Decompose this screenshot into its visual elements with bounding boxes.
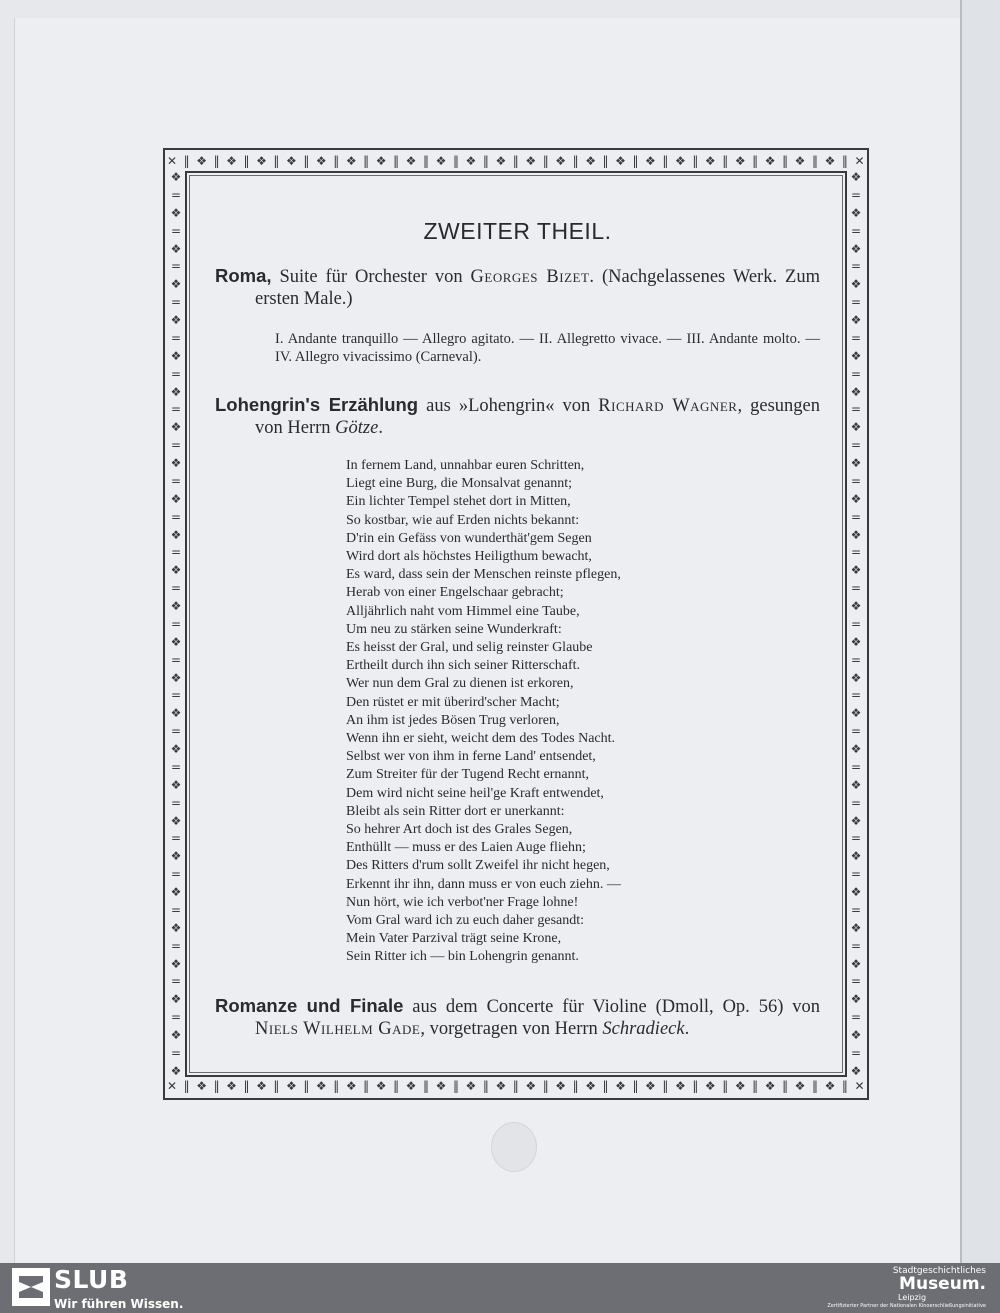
ornament-glyph: ❖ <box>345 154 357 168</box>
ornament-glyph: ❖ <box>824 1079 836 1093</box>
ornament-glyph: ❖ <box>405 154 417 168</box>
ornament-glyph: ❖ <box>226 154 237 168</box>
poem-line: Selbst wer von ihm in ferne Land' entsendet, <box>346 749 596 765</box>
ornament-glyph: ❖ <box>734 1079 746 1093</box>
ornament-glyph: ❖ <box>850 742 862 756</box>
item-title: Roma, <box>215 265 272 286</box>
ornament-glyph: = <box>170 902 182 917</box>
poem-line: Vom Gral ward ich zu euch daher gesandt: <box>346 913 585 929</box>
poem-line: So hehrer Art doch ist des Grales Segen, <box>346 822 573 838</box>
ornament-glyph: ‖ <box>452 154 459 168</box>
ornament-glyph: ❖ <box>375 154 387 168</box>
ornament-glyph: ‖ <box>692 154 699 168</box>
ornament-glyph: ❖ <box>674 154 686 168</box>
ornament-glyph: = <box>170 974 182 989</box>
ornament-glyph: ❖ <box>850 313 862 327</box>
ornament-glyph: ❖ <box>170 777 182 792</box>
ornament-glyph: ‖ <box>512 1079 519 1093</box>
composer-name: Georges Bizet <box>470 267 590 287</box>
ornament-glyph: ❖ <box>495 1079 507 1093</box>
ornament-row-bottom <box>167 1075 865 1097</box>
ornament-column-left <box>166 170 186 1078</box>
ornament-glyph: ❖ <box>196 1079 207 1093</box>
ornament-glyph: ❖ <box>170 313 182 327</box>
ornament-glyph: ‖ <box>812 1079 818 1093</box>
poem-line: Mein Vater Parzival trägt seine Krone, <box>346 931 562 947</box>
ornament-glyph: = <box>170 724 182 739</box>
ornament-glyph: ❖ <box>794 1079 806 1093</box>
ornament-glyph: ❖ <box>170 706 182 721</box>
ornament-glyph: = <box>850 545 862 560</box>
ornament-glyph: ‖ <box>423 154 430 168</box>
ornament-glyph: ❖ <box>405 1079 417 1093</box>
ornament-glyph: ‖ <box>632 1079 639 1093</box>
ornament-glyph: ❖ <box>170 170 182 184</box>
ornament-glyph: ‖ <box>333 154 340 168</box>
ornament-glyph: ❖ <box>170 920 182 935</box>
ornament-glyph: ‖ <box>841 154 848 168</box>
ornament-glyph: ‖ <box>602 1079 609 1093</box>
ornament-glyph: ❖ <box>850 849 862 864</box>
ornament-glyph: = <box>170 223 182 238</box>
ornament-glyph: ❖ <box>170 277 182 292</box>
museum-certification: Zertifizierter Partner der Nationalen Kinoerschließungsinitiative <box>827 1303 986 1309</box>
ornament-glyph: ‖ <box>752 154 759 168</box>
ornament-glyph: ‖ <box>692 1079 699 1093</box>
ornament-glyph: ❖ <box>170 563 182 578</box>
ornament-glyph: ‖ <box>452 1079 459 1093</box>
ornament-glyph: ❖ <box>315 154 327 168</box>
ornament-glyph: ✕ <box>167 1079 178 1093</box>
section-heading: ZWEITER THEIL. <box>423 218 612 244</box>
ornament-glyph: ❖ <box>170 599 182 613</box>
ornament-glyph: ❖ <box>850 706 862 721</box>
performer-name: Schradieck <box>602 1018 685 1039</box>
ornament-glyph: = <box>170 795 182 810</box>
movements-list: I. Andante tranquillo — Allegro agitato. — II. Allegretto vivace. — III. Andante molto. — IV. Allegro vivacissimo (Carneval). <box>275 331 820 365</box>
ornament-glyph: ❖ <box>850 777 862 792</box>
ornament-glyph: ‖ <box>213 1079 220 1093</box>
programme-item-roma: Roma, Suite für Orchester von Georges Bizet. (Nachgelassenes Werk. Zum ersten Male.) <box>215 265 820 309</box>
embossed-stamp <box>491 1122 537 1172</box>
ornament-glyph: ❖ <box>170 420 182 435</box>
ornament-glyph: ❖ <box>674 1079 686 1093</box>
ornament-glyph: = <box>850 581 862 596</box>
ornament-glyph: = <box>170 187 182 202</box>
ornament-glyph: ❖ <box>375 1079 387 1093</box>
poem-line: Enthüllt — muss er des Laien Auge fliehn; <box>346 840 586 856</box>
ornament-glyph: = <box>850 330 862 345</box>
poem-line: Ertheilt durch ihn sich seiner Ritterschaft. <box>346 658 581 674</box>
ornament-glyph: = <box>170 545 182 560</box>
ornament-glyph: ‖ <box>482 154 489 168</box>
ornament-glyph: = <box>850 902 862 917</box>
ornament-glyph: = <box>850 795 862 810</box>
ornament-glyph: = <box>850 616 862 631</box>
poem-line: Den rüstet er mit überird'scher Macht; <box>346 694 560 710</box>
ornament-glyph: ❖ <box>850 491 862 506</box>
ornament-glyph: ❖ <box>226 1079 237 1093</box>
item-title: Lohengrin's Erzählung <box>215 394 419 415</box>
poem-line: So kostbar, wie auf Erden nichts bekannt: <box>346 512 580 528</box>
ornament-glyph: ‖ <box>333 1079 340 1093</box>
ornament-glyph: = <box>850 223 862 238</box>
poem-line: Wenn ihn er sieht, weicht dem des Todes Nacht. <box>346 731 616 747</box>
ornament-glyph: = <box>850 688 862 703</box>
poem-text <box>346 457 820 967</box>
ornament-glyph: ❖ <box>850 670 862 685</box>
ornament-glyph: ❖ <box>850 563 862 578</box>
ornament-glyph: = <box>170 366 182 381</box>
ornament-glyph: ❖ <box>585 154 596 168</box>
library-tagline: Wir führen Wissen. <box>54 1297 184 1311</box>
ornament-glyph: ❖ <box>285 1079 297 1093</box>
poem-line: Um neu zu stärken seine Wunderkraft: <box>346 621 562 637</box>
ornament-glyph: ❖ <box>764 1079 776 1093</box>
ornament-glyph: = <box>170 831 182 846</box>
ornament-glyph: ❖ <box>285 154 297 168</box>
ornament-glyph: ❖ <box>170 241 182 256</box>
programme-content <box>215 218 820 1040</box>
ornament-glyph: ‖ <box>782 154 789 168</box>
composer-name: Richard Wagner <box>598 396 738 416</box>
ornament-glyph: ❖ <box>850 205 862 220</box>
ornament-glyph: ✕ <box>167 154 178 168</box>
ornament-glyph: ❖ <box>465 154 477 168</box>
ornament-glyph: ❖ <box>704 1079 716 1093</box>
poem-line: Alljährlich naht vom Himmel eine Taube, <box>346 603 580 619</box>
ornament-glyph: ❖ <box>170 956 182 971</box>
ornament-glyph: ❖ <box>645 1079 656 1093</box>
ornament-glyph: ‖ <box>572 154 579 168</box>
ornament-glyph: ❖ <box>850 527 862 542</box>
ornament-glyph: = <box>170 1010 182 1025</box>
ornament-glyph: ❖ <box>170 742 182 756</box>
ornament-glyph: ‖ <box>632 154 639 168</box>
ornament-glyph: ‖ <box>273 154 280 168</box>
ornament-glyph: = <box>850 1045 862 1060</box>
ornament-glyph: = <box>170 616 182 631</box>
ornament-glyph: ‖ <box>542 1079 549 1093</box>
ornament-glyph: ❖ <box>170 1063 182 1078</box>
ornament-glyph: = <box>170 259 182 274</box>
poem-line: Ein lichter Tempel stehet dort in Mitten, <box>346 494 571 510</box>
library-name[interactable]: SLUB <box>54 1265 129 1294</box>
ornament-glyph: ‖ <box>423 1079 430 1093</box>
ornament-glyph: = <box>170 295 182 310</box>
ornament-glyph: ‖ <box>273 1079 280 1093</box>
ornament-glyph: ❖ <box>170 491 182 506</box>
ornament-glyph: = <box>850 438 862 453</box>
ornament-glyph: ❖ <box>170 456 182 470</box>
ornament-glyph: ❖ <box>850 420 862 435</box>
ornament-glyph: ❖ <box>196 154 207 168</box>
ornament-row-top <box>167 150 865 172</box>
ornament-glyph: = <box>850 831 862 846</box>
ornament-glyph: ❖ <box>734 154 746 168</box>
ornament-glyph: = <box>170 688 182 703</box>
ornament-glyph: ❖ <box>465 1079 477 1093</box>
ornament-glyph: ❖ <box>850 634 862 649</box>
ornament-glyph: ‖ <box>812 154 818 168</box>
ornament-glyph: = <box>850 867 862 882</box>
ornament-glyph: ❖ <box>435 154 447 168</box>
ornament-glyph: ❖ <box>850 277 862 292</box>
ornament-glyph: ❖ <box>850 1063 862 1078</box>
ornament-glyph: ✕ <box>854 154 865 168</box>
ornament-glyph: ❖ <box>850 813 862 828</box>
ornament-glyph: = <box>170 938 182 953</box>
ornament-glyph: ‖ <box>393 154 400 168</box>
ornament-glyph: ❖ <box>850 920 862 935</box>
poem-line: Nun hört, wie ich verbot'ner Frage lohne! <box>346 894 579 910</box>
poem-line: Liegt eine Burg, die Monsalvat genannt; <box>346 476 573 492</box>
ornament-glyph: = <box>850 473 862 488</box>
ornament-glyph: ❖ <box>170 813 182 828</box>
ornament-glyph: = <box>850 187 862 202</box>
poem-line: Bleibt als sein Ritter dort er unerkannt: <box>346 803 565 819</box>
ornament-glyph: ❖ <box>170 384 182 399</box>
ornament-glyph: ❖ <box>794 154 806 168</box>
ornament-glyph: ❖ <box>850 1028 862 1042</box>
ornament-glyph: ❖ <box>170 634 182 649</box>
ornament-glyph: = <box>170 581 182 596</box>
programme-item-lohengrin: Lohengrin's Erzählung aus »Lohengrin« von Richard Wagner, gesungen von Herrn Götze. <box>215 394 820 438</box>
ornament-glyph: ‖ <box>542 154 549 168</box>
ornament-glyph: ❖ <box>345 1079 357 1093</box>
ornament-glyph: = <box>170 330 182 345</box>
ornament-glyph: = <box>850 259 862 274</box>
ornament-glyph: ❖ <box>435 1079 447 1093</box>
ornament-glyph: ❖ <box>495 154 507 168</box>
ornament-glyph: ‖ <box>183 154 190 168</box>
poem-line: Es ward, dass sein der Menschen reinste pflegen, <box>346 567 621 583</box>
ornament-glyph: ❖ <box>704 154 716 168</box>
ornament-glyph: ❖ <box>824 154 836 168</box>
ornament-glyph: ❖ <box>525 154 537 168</box>
composer-name: Niels Wilhelm Gade <box>255 1018 421 1039</box>
adjacent-page-edge <box>960 0 1000 1263</box>
ornament-glyph: = <box>170 438 182 453</box>
museum-label-top: Stadtgeschichtliches <box>892 1266 986 1276</box>
poem-line: Erkennt ihr ihn, dann muss er von euch ziehn. — <box>346 876 621 892</box>
ornament-glyph: ❖ <box>850 992 862 1007</box>
ornament-glyph: ❖ <box>764 154 776 168</box>
ornament-glyph: ❖ <box>615 154 626 168</box>
slub-logo-icon[interactable] <box>12 1268 50 1306</box>
ornament-glyph: ❖ <box>850 956 862 971</box>
ornament-glyph: ✕ <box>854 1079 865 1093</box>
museum-name[interactable]: Museum. <box>899 1274 986 1294</box>
ornament-glyph: ❖ <box>850 384 862 399</box>
ornament-glyph: ‖ <box>572 1079 579 1093</box>
singer-name: Götze <box>335 418 379 438</box>
ornament-glyph: = <box>170 867 182 882</box>
ornament-glyph: ❖ <box>170 670 182 685</box>
ornament-glyph: ❖ <box>645 154 656 168</box>
ornament-glyph: ❖ <box>170 992 182 1007</box>
ornament-glyph: ❖ <box>256 1079 267 1093</box>
ornament-glyph: = <box>850 652 862 667</box>
poem-line: An ihm ist jedes Bösen Trug verloren, <box>346 712 560 728</box>
ornament-glyph: ❖ <box>170 885 182 899</box>
poem-line: Dem wird nicht seine heil'ge Kraft entwendet, <box>346 785 604 801</box>
poem-line: D'rin ein Gefäss von wunderthät'gem Segen <box>346 530 592 546</box>
item-title: Romanze und Finale <box>215 994 404 1016</box>
ornament-glyph: = <box>170 759 182 774</box>
ornament-glyph: ❖ <box>170 205 182 220</box>
ornament-glyph: ‖ <box>303 154 310 168</box>
ornament-column-right <box>846 170 866 1078</box>
ornament-glyph: = <box>850 402 862 417</box>
ornament-glyph: ❖ <box>850 348 862 363</box>
ornament-glyph: ‖ <box>662 154 669 168</box>
ornament-glyph: ❖ <box>525 1079 537 1093</box>
ornament-glyph: ❖ <box>170 1028 182 1042</box>
ornament-glyph: ❖ <box>170 527 182 542</box>
ornament-glyph: = <box>850 366 862 381</box>
ornament-glyph: ‖ <box>722 1079 729 1093</box>
ornament-glyph: ❖ <box>850 885 862 899</box>
poem-line: Es heisst der Gral, und selig reinster Glaube <box>346 640 593 656</box>
ornament-glyph: = <box>170 1045 182 1060</box>
ornament-glyph: ‖ <box>662 1079 669 1093</box>
poem-line: Sein Ritter ich — bin Lohengrin genannt. <box>346 949 579 965</box>
ornament-glyph: ‖ <box>841 1079 848 1093</box>
ornament-glyph: ‖ <box>482 1079 489 1093</box>
ornament-glyph: ❖ <box>615 1079 626 1093</box>
ornament-glyph: = <box>170 509 182 524</box>
ornament-glyph: ‖ <box>213 154 220 168</box>
poem-line: Wer nun dem Gral zu dienen ist erkoren, <box>346 676 574 692</box>
ornament-glyph: ‖ <box>393 1079 400 1093</box>
ornament-glyph: ❖ <box>850 456 862 470</box>
ornament-glyph: ❖ <box>170 849 182 864</box>
ornament-glyph: = <box>850 1010 862 1025</box>
ornament-glyph: ❖ <box>170 348 182 363</box>
ornament-glyph: = <box>850 295 862 310</box>
ornament-glyph: = <box>850 759 862 774</box>
ornament-glyph: ❖ <box>850 599 862 613</box>
ornament-glyph: = <box>170 402 182 417</box>
ornament-glyph: ‖ <box>183 1079 190 1093</box>
ornament-glyph: ‖ <box>363 154 370 168</box>
poem-line: Zum Streiter für der Tugend Recht ernannt, <box>346 767 590 783</box>
ornament-glyph: ❖ <box>256 154 267 168</box>
ornament-glyph: ‖ <box>243 1079 250 1093</box>
ornament-glyph: = <box>170 473 182 488</box>
ornament-glyph: ‖ <box>303 1079 310 1093</box>
ornament-glyph: = <box>850 938 862 953</box>
ornament-glyph: ‖ <box>722 154 729 168</box>
ornament-glyph: = <box>850 974 862 989</box>
ornament-glyph: ❖ <box>850 170 862 184</box>
ornament-glyph: ‖ <box>243 154 250 168</box>
ornament-glyph: ‖ <box>512 154 519 168</box>
museum-city: Leipzig <box>898 1293 927 1302</box>
ornament-glyph: ❖ <box>555 154 567 168</box>
poem-line: In fernem Land, unnahbar euren Schritten, <box>346 458 585 473</box>
ornament-glyph: = <box>850 509 862 524</box>
ornament-glyph: ‖ <box>782 1079 789 1093</box>
poem-line: Des Ritters d'rum sollt Zweifel ihr nicht hegen, <box>346 858 610 874</box>
ornament-glyph: ❖ <box>850 241 862 256</box>
ornament-glyph: = <box>850 724 862 739</box>
programme-item-romanze: Romanze und Finale aus dem Concerte für Violine (Dmoll, Op. 56) von Niels Wilhelm Gade, vorgetragen von Herrn Schradieck. <box>215 994 820 1039</box>
ornament-glyph: ❖ <box>315 1079 327 1093</box>
ornament-glyph: = <box>170 652 182 667</box>
poem-line: Herab von einer Engelschaar gebracht; <box>346 585 564 601</box>
ornament-glyph: ‖ <box>363 1079 370 1093</box>
ornament-glyph: ❖ <box>555 1079 567 1093</box>
poem-line: Wird dort als höchstes Heiligthum bewacht, <box>346 549 592 565</box>
ornament-glyph: ❖ <box>585 1079 596 1093</box>
ornament-glyph: ‖ <box>602 154 609 168</box>
ornament-glyph: ‖ <box>752 1079 759 1093</box>
